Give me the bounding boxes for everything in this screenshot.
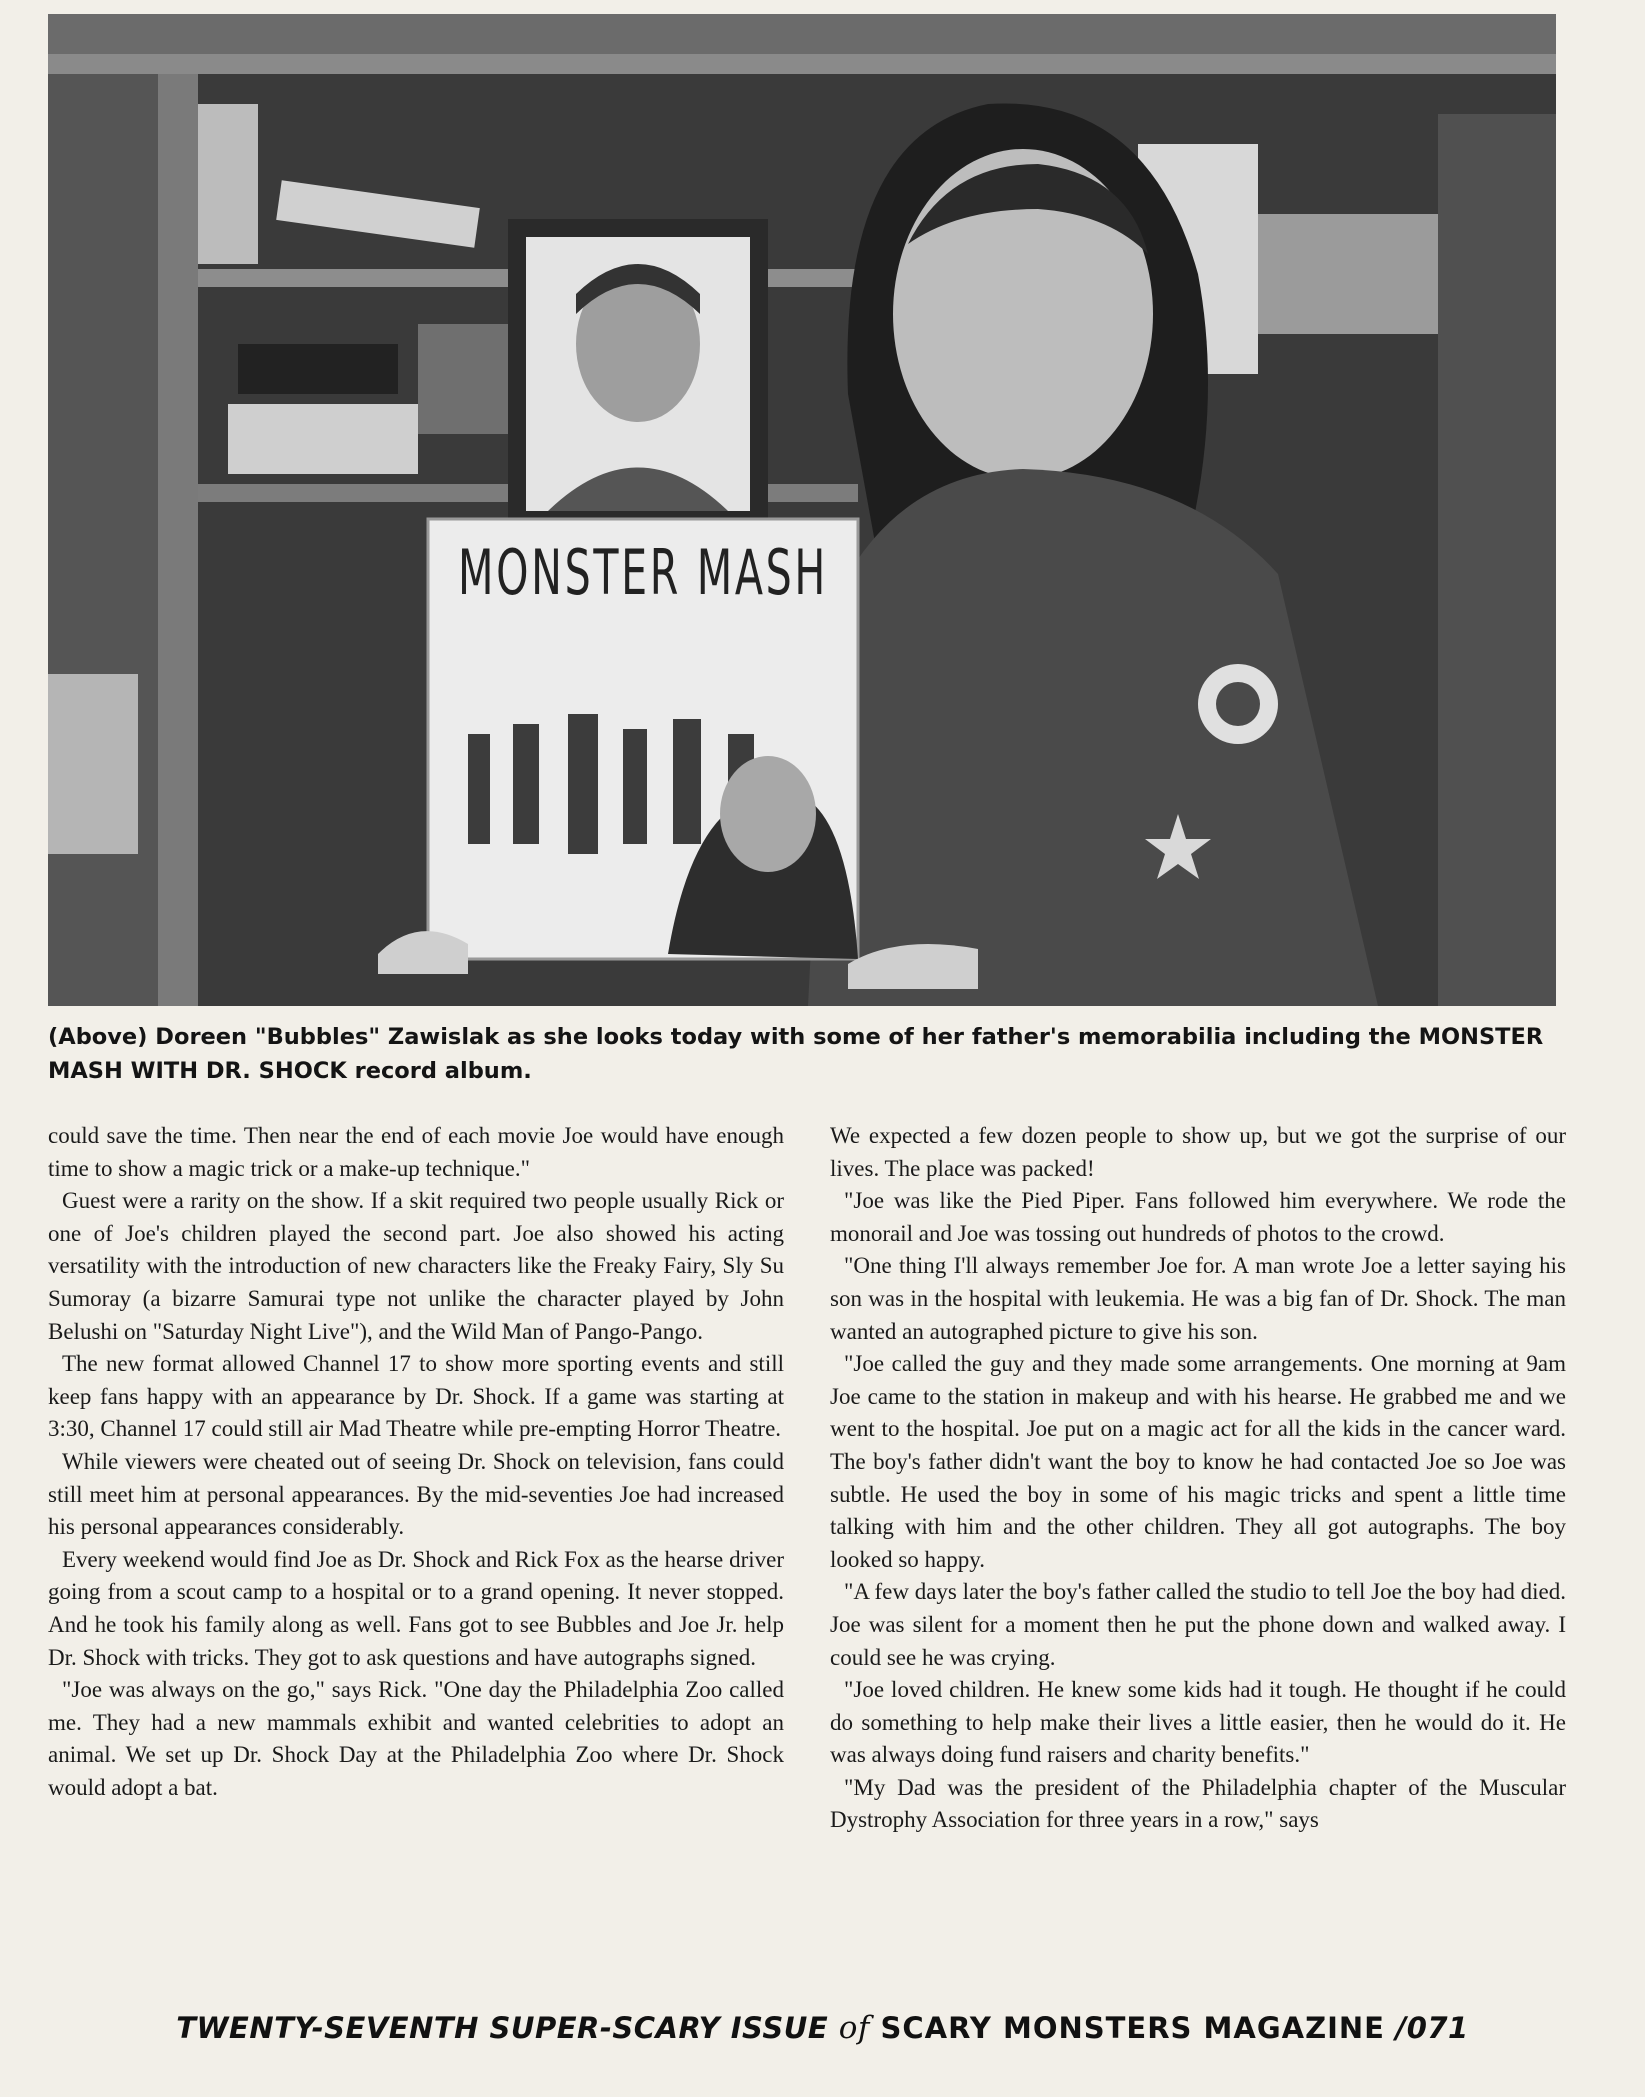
paragraph: could save the time. Then near the end of each movie Joe would have enough time to show a magic trick or a make-up technique." — [48, 1123, 784, 1181]
photo-illustration — [48, 14, 1556, 1006]
footer-magazine-name: SCARY MONSTERS MAGAZINE — [880, 2011, 1385, 2045]
footer-of: of — [838, 2010, 870, 2046]
paragraph: "Joe was like the Pied Piper. Fans followed him everywhere. We rode the monorail and Joe was tossing out hundreds of photos to the crowd. — [830, 1188, 1566, 1246]
paragraph: "Joe was always on the go," says Rick. "One day the Philadelphia Zoo called me. They had a new mammals exhibit and wanted celebrities to adopt an animal. We set up Dr. Shock Day at the Philadelphia Zoo where Dr. Shock would adopt a bat. — [48, 1677, 784, 1800]
photo-caption: (Above) Doreen "Bubbles" Zawislak as she looks today with some of her father's memorabilia including the MONSTER MASH WITH DR. SHOCK record album. — [48, 1024, 1544, 1084]
paragraph: "Joe called the guy and they made some arrangements. One morning at 9am Joe came to the station in makeup and with his hearse. He grabbed me and we went to the hospital. Joe put on a magic act for all the kids in the cancer ward. The boy's father didn't want the boy to know he had contacted Joe so Joe was subtle. He used the boy in some of his magic tricks and spent a little time talking with him and the other children. They all got autographs. The boy looked so happy. — [830, 1351, 1566, 1572]
article-column-left — [48, 1120, 784, 1804]
footer-page-number: /071 — [1385, 2011, 1469, 2045]
paragraph: While viewers were cheated out of seeing Dr. Shock on television, fans could still meet him at personal appearances. By the mid-seventies Joe had increased his personal appearances considerably. — [48, 1448, 784, 1540]
album-title: MONSTER MASH — [458, 536, 828, 609]
photo — [48, 14, 1556, 1006]
paragraph: "Joe loved children. He knew some kids had it tough. He thought if he could do something to help make their lives a little easier, then he would do it. He was always doing fund raisers and charity benefits." — [830, 1677, 1566, 1768]
paragraph: "My Dad was the president of the Philadelphia chapter of the Muscular Dystrophy Association for three years in a row," says — [830, 1774, 1566, 1833]
paragraph: Every weekend would find Joe as Dr. Shock and Rick Fox as the hearse driver going from a scout camp to a hospital or to a grand opening. It never stopped. And he took his family along as well. Fans got to see Bubbles and Joe Jr. help Dr. Shock with tricks. They got to ask questions and have autographs signed. — [48, 1546, 784, 1670]
footer-issue: TWENTY-SEVENTH SUPER-SCARY ISSUE — [176, 2011, 839, 2045]
paragraph: We expected a few dozen people to show up, but we got the surprise of our lives. The place was packed! — [830, 1123, 1566, 1181]
paragraph: "A few days later the boy's father called the studio to tell Joe the boy had died. Joe was silent for a moment then he put the phone down and walked away. I could see he was crying. — [830, 1579, 1566, 1670]
paragraph: Guest were a rarity on the show. If a skit required two people usually Rick or one of Joe's children played the second part. Joe also showed his acting versatility with the introduction of new characters like the Freaky Fairy, Sly Su Sumoray (a bizarre Samurai type not unlike the character played by John Belushi on "Saturday Night Live"), and the Wild Man of Pango-Pango. — [48, 1188, 784, 1344]
article-column-right — [830, 1120, 1566, 1837]
page-footer — [0, 2010, 1645, 2046]
paragraph: The new format allowed Channel 17 to show more sporting events and still keep fans happy with an appearance by Dr. Shock. If a game was starting at 3:30, Channel 17 could still air Mad Theatre while pre-empting Horror Theatre. — [48, 1351, 784, 1442]
paragraph: "One thing I'll always remember Joe for. A man wrote Joe a letter saying his son was in the hospital with leukemia. He was a big fan of Dr. Shock. The man wanted an autographed picture to give his son. — [830, 1253, 1566, 1344]
